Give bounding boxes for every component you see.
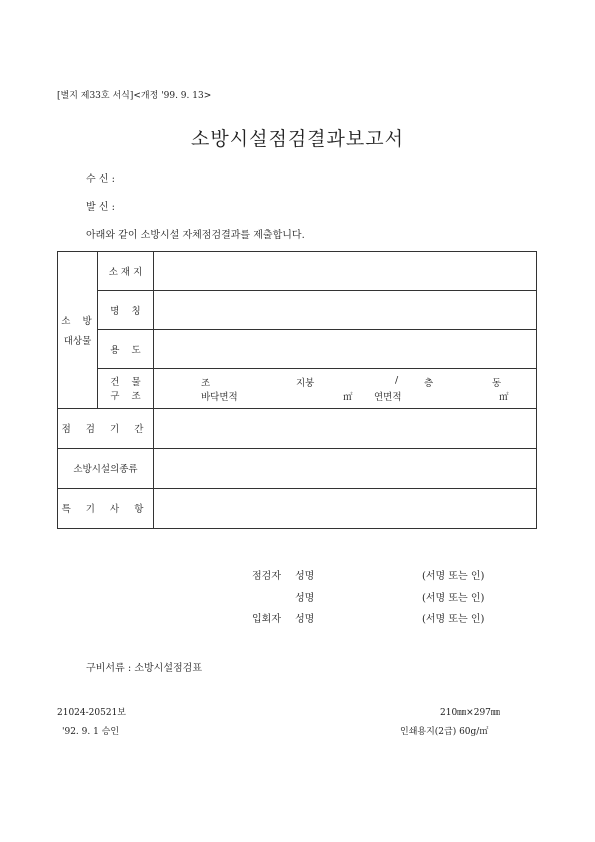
- group-label-line1: 소 방: [61, 315, 94, 327]
- sender-label: 발 신 :: [86, 202, 116, 213]
- structure-floor: 층: [424, 378, 434, 390]
- witness-label: 입회자: [252, 614, 281, 625]
- types-field[interactable]: [154, 448, 537, 488]
- types-label: 소방시설의종류: [58, 448, 154, 488]
- notes-field[interactable]: [154, 488, 537, 528]
- structure-unit2: ㎡: [499, 392, 509, 404]
- structure-field[interactable]: [154, 369, 537, 408]
- structure-floor-area: 바닥면적: [201, 392, 238, 404]
- name-label: 명 칭: [98, 291, 154, 330]
- structure-label-2: 구 조: [110, 391, 141, 403]
- location-field[interactable]: [154, 252, 537, 291]
- report-table: [57, 251, 537, 529]
- attachments-text: 구비서류 : 소방시설점검표: [86, 663, 202, 674]
- structure-building: 동: [492, 378, 502, 390]
- notes-label: 특 기 사 항: [58, 488, 154, 528]
- group-label-line2: 대상물: [63, 335, 92, 347]
- inspector-label: 점검자: [252, 571, 281, 582]
- period-label: 점 검 기 간: [58, 408, 154, 448]
- period-field[interactable]: [154, 408, 537, 448]
- structure-unit1: ㎡: [343, 392, 353, 404]
- form-reference: [별지 제33호 서식]<개정 '99. 9. 13>: [57, 91, 212, 101]
- witness-name-label: 성명: [295, 614, 315, 625]
- structure-label-1: 건 물: [110, 377, 141, 389]
- second-name-label: 성명: [295, 593, 315, 604]
- intro-text: 아래와 같이 소방시설 자체점검결과를 제출합니다.: [86, 230, 305, 241]
- structure-label-cell: [98, 369, 154, 408]
- usage-label: 용 도: [98, 330, 154, 369]
- structure-roof: 지붕: [296, 378, 315, 390]
- usage-field[interactable]: [154, 330, 537, 369]
- paper-size: 210㎜×297㎜: [440, 708, 500, 718]
- structure-slash: /: [395, 375, 399, 387]
- approval-date: '92. 9. 1 승인: [62, 727, 120, 737]
- paper-spec: 인쇄용지(2급) 60g/㎡: [400, 727, 489, 737]
- second-sign-note: (서명 또는 인): [422, 593, 485, 604]
- name-field[interactable]: [154, 291, 537, 330]
- witness-sign-note: (서명 또는 인): [422, 614, 485, 625]
- inspector-sign-note: (서명 또는 인): [422, 571, 485, 582]
- structure-jo: 조: [201, 378, 211, 390]
- form-code: 21024-20521보: [57, 708, 126, 718]
- page-title: 소방시설점검결과보고서: [191, 128, 404, 150]
- inspector-name-label: 성명: [295, 571, 315, 582]
- structure-total-area: 연면적: [374, 392, 402, 404]
- group-label-cell: [58, 252, 98, 409]
- location-label: 소 재 지: [98, 252, 154, 291]
- recipient-label: 수 신 :: [86, 174, 116, 185]
